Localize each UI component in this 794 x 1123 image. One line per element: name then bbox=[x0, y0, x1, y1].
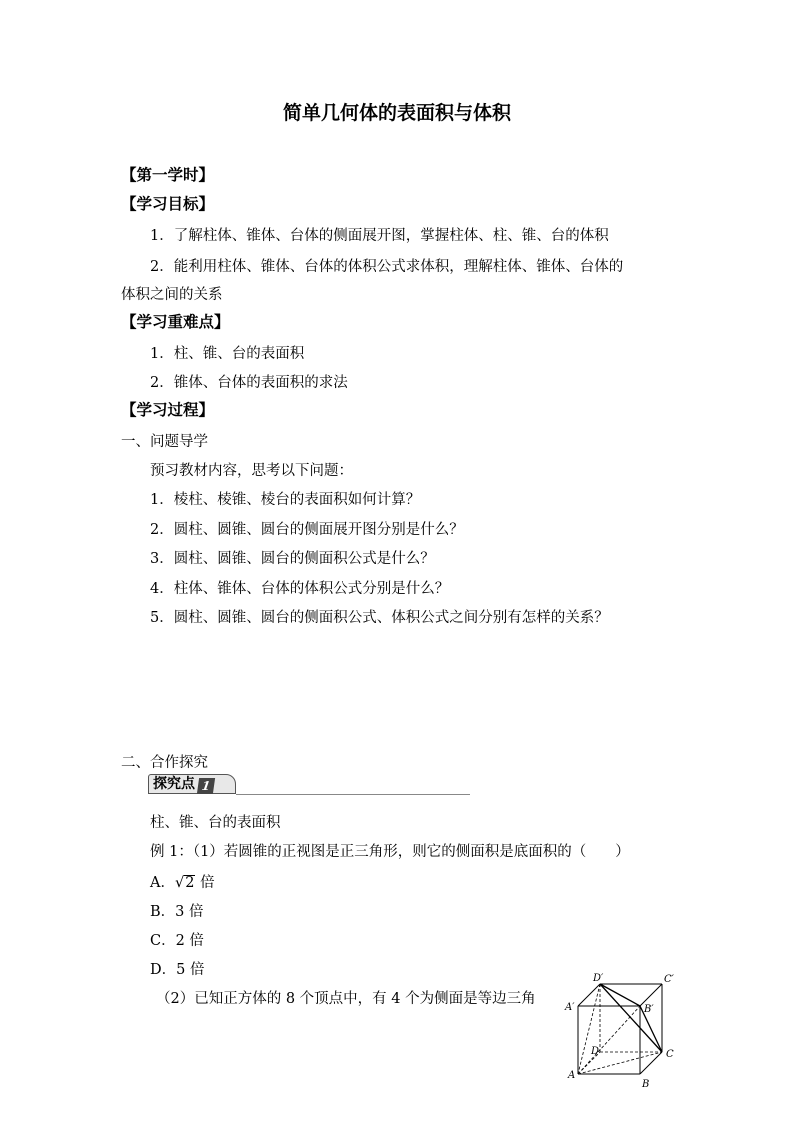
option-c: C．2 倍 bbox=[150, 933, 204, 949]
option-a: A．√2 倍 bbox=[150, 875, 215, 891]
edge-B1C1 bbox=[640, 984, 662, 1006]
edge-D1C bbox=[600, 984, 662, 1052]
edge-D1B1 bbox=[600, 984, 640, 1006]
question-2: 2．圆柱、圆锥、圆台的侧面展开图分别是什么？ bbox=[150, 522, 464, 538]
label-B: B bbox=[642, 1079, 650, 1090]
heading-process: 【学习过程】 bbox=[121, 400, 215, 419]
heading-goals: 【学习目标】 bbox=[121, 194, 215, 213]
question-1: 1．棱柱、棱锥、棱台的表面积如何计算？ bbox=[150, 492, 421, 508]
question-4: 4．柱体、锥体、台体的体积公式分别是什么？ bbox=[150, 581, 450, 597]
badge-label: 探究点 bbox=[153, 776, 195, 792]
badge-number: 1 bbox=[197, 778, 215, 794]
explore-point-badge bbox=[148, 774, 470, 796]
label-A: A bbox=[568, 1070, 576, 1081]
label-C1: C′ bbox=[664, 974, 674, 985]
option-d: D．5 倍 bbox=[150, 962, 205, 978]
question-3: 3．圆柱、圆锥、圆台的侧面积公式是什么？ bbox=[150, 551, 435, 567]
badge-underline bbox=[236, 794, 470, 795]
option-b: B．3 倍 bbox=[150, 904, 204, 920]
label-D1: D′ bbox=[593, 973, 604, 984]
label-A1: A′ bbox=[565, 1002, 575, 1013]
question-5: 5．圆柱、圆锥、圆台的侧面积公式、体积公式之间分别有怎样的关系？ bbox=[150, 610, 609, 626]
heading-keypoints: 【学习重难点】 bbox=[121, 312, 230, 331]
heading-period: 【第一学时】 bbox=[121, 165, 215, 184]
example-1: 例 1：（1）若圆锥的正视图是正三角形，则它的侧面积是底面积的（ ） bbox=[150, 844, 630, 860]
part1-intro: 预习教材内容，思考以下问题： bbox=[150, 463, 353, 479]
keypoint-2: 2．锥体、台体的表面积的求法 bbox=[150, 375, 348, 391]
cube-figure bbox=[560, 970, 690, 1092]
edge-A1D1 bbox=[578, 984, 600, 1006]
edge-D1A bbox=[578, 984, 600, 1074]
edge-AB1 bbox=[578, 1006, 640, 1074]
part2-heading: 二、合作探究 bbox=[121, 755, 208, 771]
page-title: 简单几何体的表面积与体积 bbox=[282, 102, 511, 124]
keypoint-1: 1．柱、锥、台的表面积 bbox=[150, 346, 305, 362]
label-B1: B′ bbox=[644, 1004, 654, 1015]
edge-BC bbox=[640, 1052, 662, 1074]
sqrt-symbol: √2 bbox=[174, 875, 195, 891]
question-2-text: （2）已知正方体的 8 个顶点中，有 4 个为侧面是等边三角 bbox=[156, 991, 536, 1007]
part1-heading: 一、问题导学 bbox=[121, 434, 208, 450]
goal-2-cont: 体积之间的关系 bbox=[121, 287, 223, 303]
goal-1: 1．了解柱体、锥体、台体的侧面展开图，掌握柱体、柱、锥、台的体积 bbox=[150, 228, 609, 244]
topic: 柱、锥、台的表面积 bbox=[150, 815, 281, 831]
goal-2: 2．能利用柱体、锥体、台体的体积公式求体积，理解柱体、锥体、台体的 bbox=[150, 259, 624, 275]
label-C: C bbox=[666, 1049, 674, 1060]
label-D: D bbox=[591, 1046, 600, 1057]
